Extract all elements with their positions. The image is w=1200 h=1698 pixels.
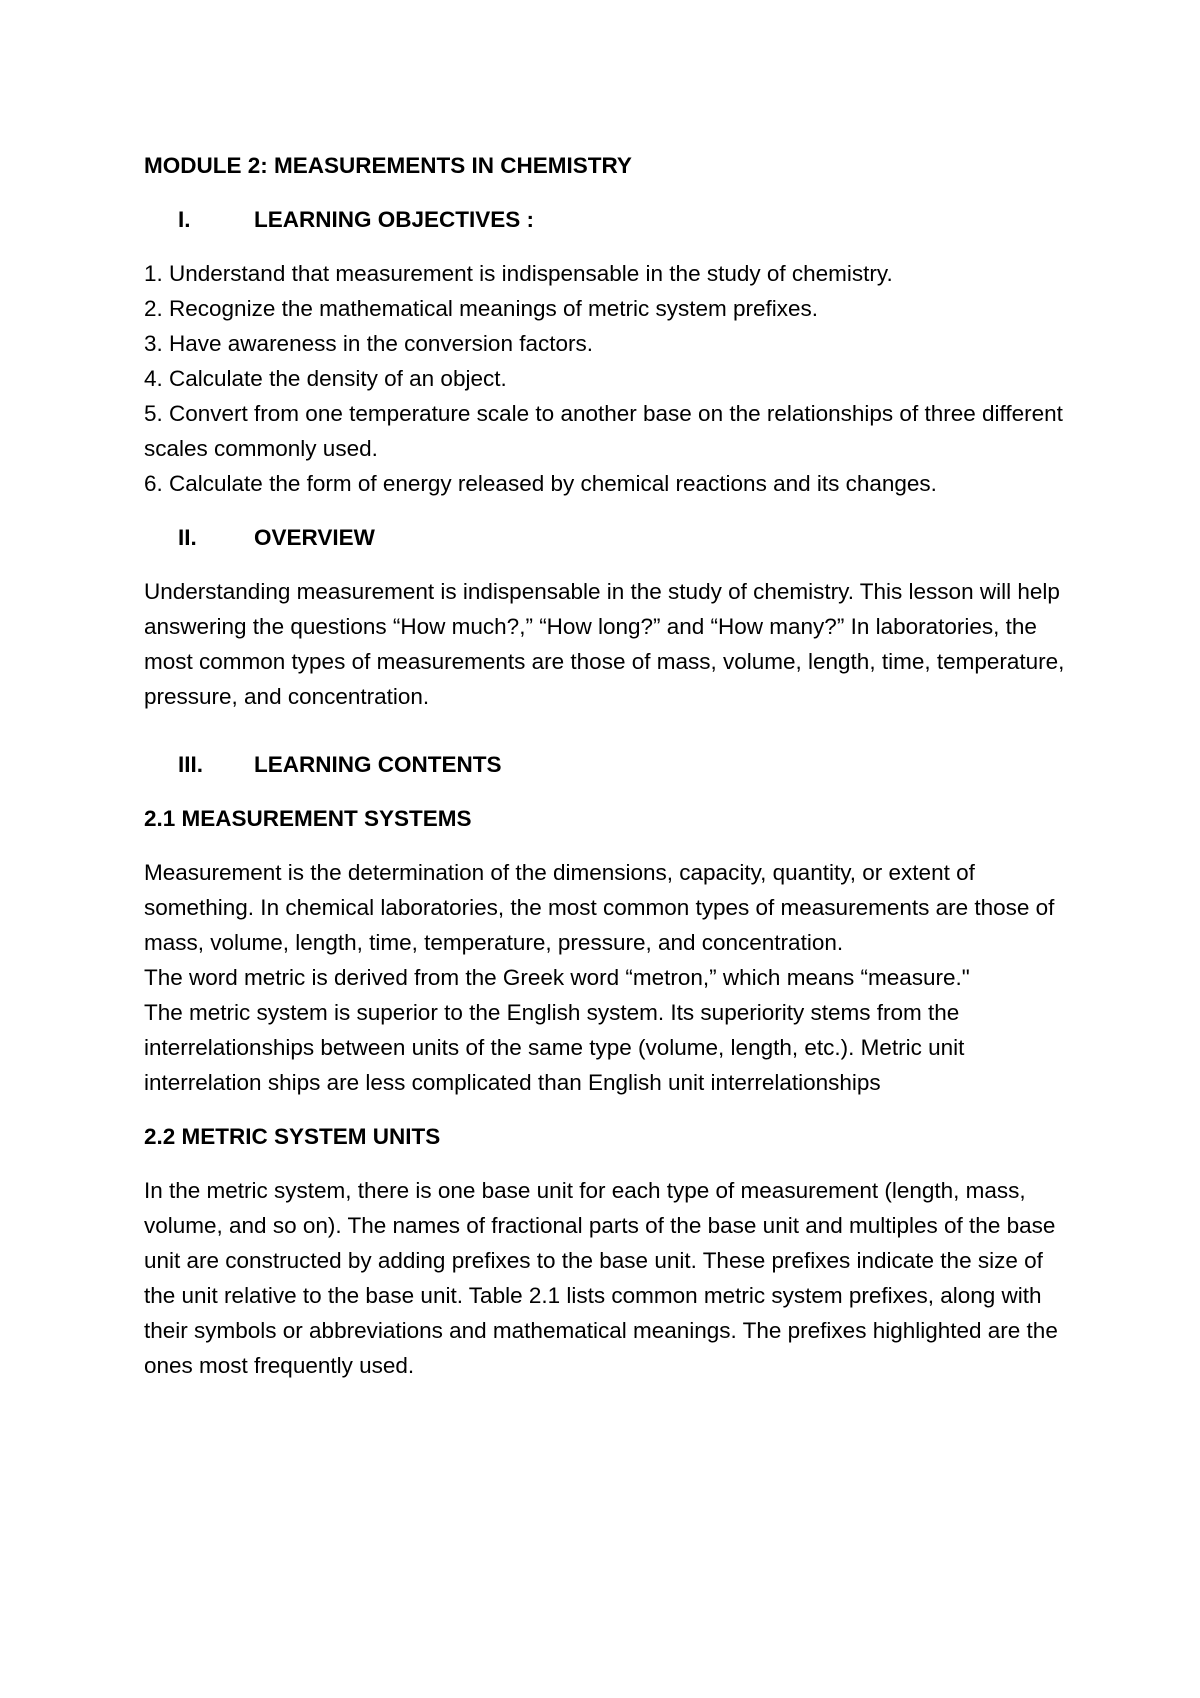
list-item: 6. Calculate the form of energy released by chemical reactions and its changes. [144,471,937,496]
measurement-systems-paragraph-3: The metric system is superior to the English system. Its superiority stems from the interrelationships between units of the same type (volume, length, etc.). Metric unit interrelation ships are less complicated than English unit interrelationships [144,1000,965,1095]
list-item: 1. Understand that measurement is indispensable in the study of chemistry. [144,261,893,286]
overview-numeral: II. [178,525,197,550]
list-item: 3. Have awareness in the conversion factors. [144,331,593,356]
list-item: 2. Recognize the mathematical meanings of metric system prefixes. [144,296,819,321]
list-item: 5. Convert from one temperature scale to another base on the relationships of three different scales commonly used. [144,401,1063,461]
objectives-heading [144,202,1074,237]
measurement-systems-paragraph-1: Measurement is the determination of the dimensions, capacity, quantity, or extent of something. In chemical laboratories, the most common types of measurements are those of mass, volume, length, time, temperature, pressure, and concentration. [144,860,1055,955]
measurement-systems-paragraph-2: The word metric is derived from the Greek word “metron,” which means “measure." [144,965,970,990]
objectives-heading-text: LEARNING OBJECTIVES : [254,207,535,232]
contents-numeral: III. [178,752,204,777]
overview-heading [144,520,1074,555]
document-page [144,148,1074,1383]
contents-heading-text: LEARNING CONTENTS [254,752,502,777]
objectives-list [144,256,1074,501]
list-item: 4. Calculate the density of an object. [144,366,507,391]
metric-units-heading: 2.2 METRIC SYSTEM UNITS [144,1124,441,1149]
metric-units-paragraph: In the metric system, there is one base unit for each type of measurement (length, mass, volume, and so on). The names of fractional parts of the base unit and multiples of the base unit are constructed by adding prefixes to the base unit. These prefixes indicate the size of the unit relative to the base unit. Table 2.1 lists common metric system prefixes, along with their symbols or abbreviations and mathematical meanings. The prefixes highlighted are the ones most frequently used. [144,1178,1058,1378]
contents-heading [144,747,1074,782]
objectives-numeral: I. [178,207,191,232]
overview-heading-text: OVERVIEW [254,525,375,550]
measurement-systems-heading: 2.1 MEASUREMENT SYSTEMS [144,806,472,831]
overview-paragraph: Understanding measurement is indispensable in the study of chemistry. This lesson will help answering the questions “How much?,” “How long?” and “How many?” In laboratories, the most common types of measurements are those of mass, volume, length, time, temperature, pressure, and concentration. [144,579,1065,709]
module-title: MODULE 2: MEASUREMENTS IN CHEMISTRY [144,153,632,178]
